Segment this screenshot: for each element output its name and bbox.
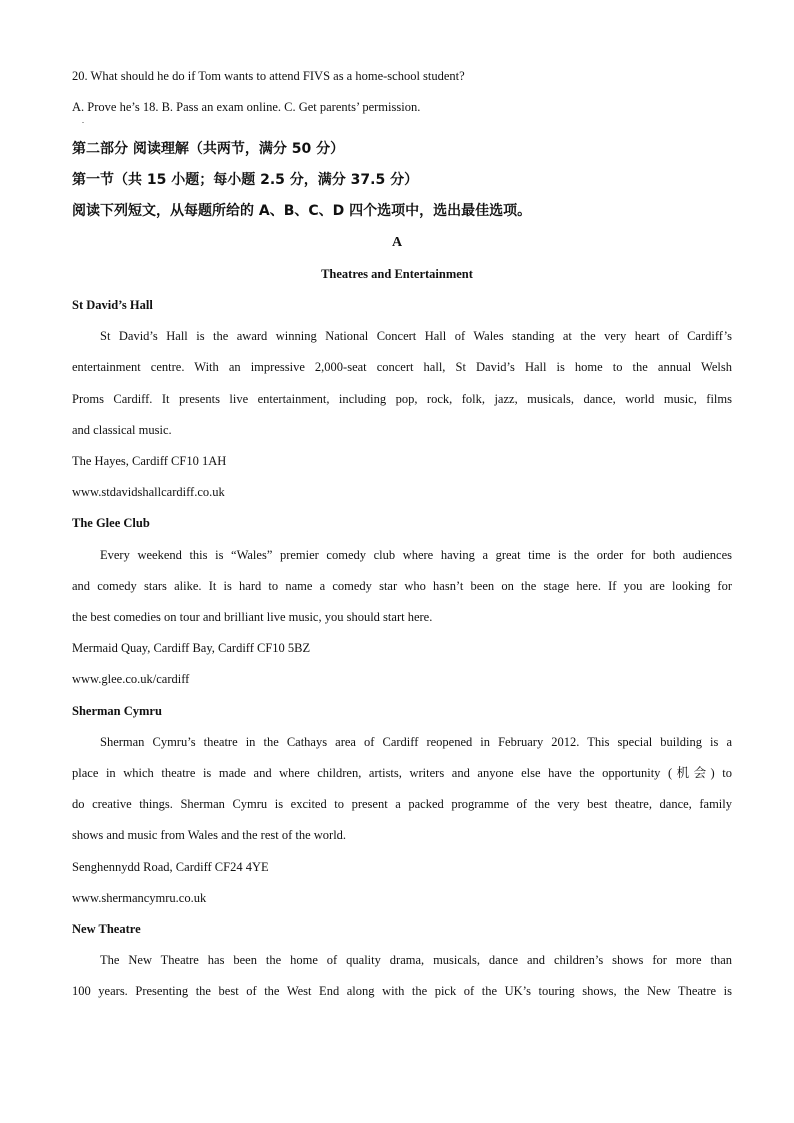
venue-name: Sherman Cymru [72,704,162,718]
venue-website: www.glee.co.uk/cardiff [72,672,190,686]
venue-description-line: the best comedies on tour and brilliant live music, you should start here. [72,610,433,624]
venue-description-line: entertainment centre. With an impressive 2,000-seat concert hall, St David’s Hall is home to the annual Welsh [72,360,732,374]
question-20-options: A. Prove he’s 18. B. Pass an exam online. C. Get parents’ permission. [72,100,421,114]
stray-mark: . [82,116,84,125]
section-part-heading: 第二部分 阅读理解（共两节，满分 50 分） [72,141,345,157]
venue-address: The Hayes, Cardiff CF10 1AH [72,454,227,468]
venue-description-line: shows and music from Wales and the rest of the world. [72,828,347,842]
venue-name: St David’s Hall [72,298,153,312]
venue-description-line: Proms Cardiff. It presents live entertainment, including pop, rock, folk, jazz, musicals, dance, world music, films [72,392,732,406]
venue-name: New Theatre [72,922,141,936]
venue-address: Mermaid Quay, Cardiff Bay, Cardiff CF10 5BZ [72,641,311,655]
venue-description-line: 100 years. Presenting the best of the West End along with the pick of the UK’s touring shows, the New Theatre is [72,984,732,998]
venue-address: Senghennydd Road, Cardiff CF24 4YE [72,860,269,874]
venue-website: www.stdavidshallcardiff.co.uk [72,485,225,499]
passage-title: Theatres and Entertainment [321,267,473,281]
venue-name: The Glee Club [72,516,150,530]
venue-description-line: place in which theatre is made and where children, artists, writers and anyone else have the opportunity (机会) to [72,766,732,780]
subsection-heading: 第一节（共 15 小题；每小题 2.5 分，满分 37.5 分） [72,172,419,188]
venue-description-line: St David’s Hall is the award winning National Concert Hall of Wales standing at the very heart of Cardiff’s [100,329,732,343]
question-20-stem: 20. What should he do if Tom wants to attend FIVS as a home-school student? [72,69,465,83]
venue-description-line: The New Theatre has been the home of quality drama, musicals, dance and children’s shows for more than [100,953,732,967]
passage-letter: A [391,235,403,250]
section-instruction: 阅读下列短文，从每题所给的 A、B、C、D 四个选项中，选出最佳选项。 [72,203,532,219]
venue-description-line: and comedy stars alike. It is hard to name a comedy star who hasn’t been on the stage here. If you are looking for [72,579,732,593]
venue-description-line: Sherman Cymru’s theatre in the Cathays area of Cardiff reopened in February 2012. This special building is a [100,735,732,749]
venue-website: www.shermancymru.co.uk [72,891,207,905]
venue-description-line: Every weekend this is “Wales” premier comedy club where having a great time is the order for both audiences [100,548,732,562]
venue-description-line: do creative things. Sherman Cymru is excited to present a packed programme of the very best theatre, dance, family [72,797,732,811]
venue-description-line: and classical music. [72,423,172,437]
